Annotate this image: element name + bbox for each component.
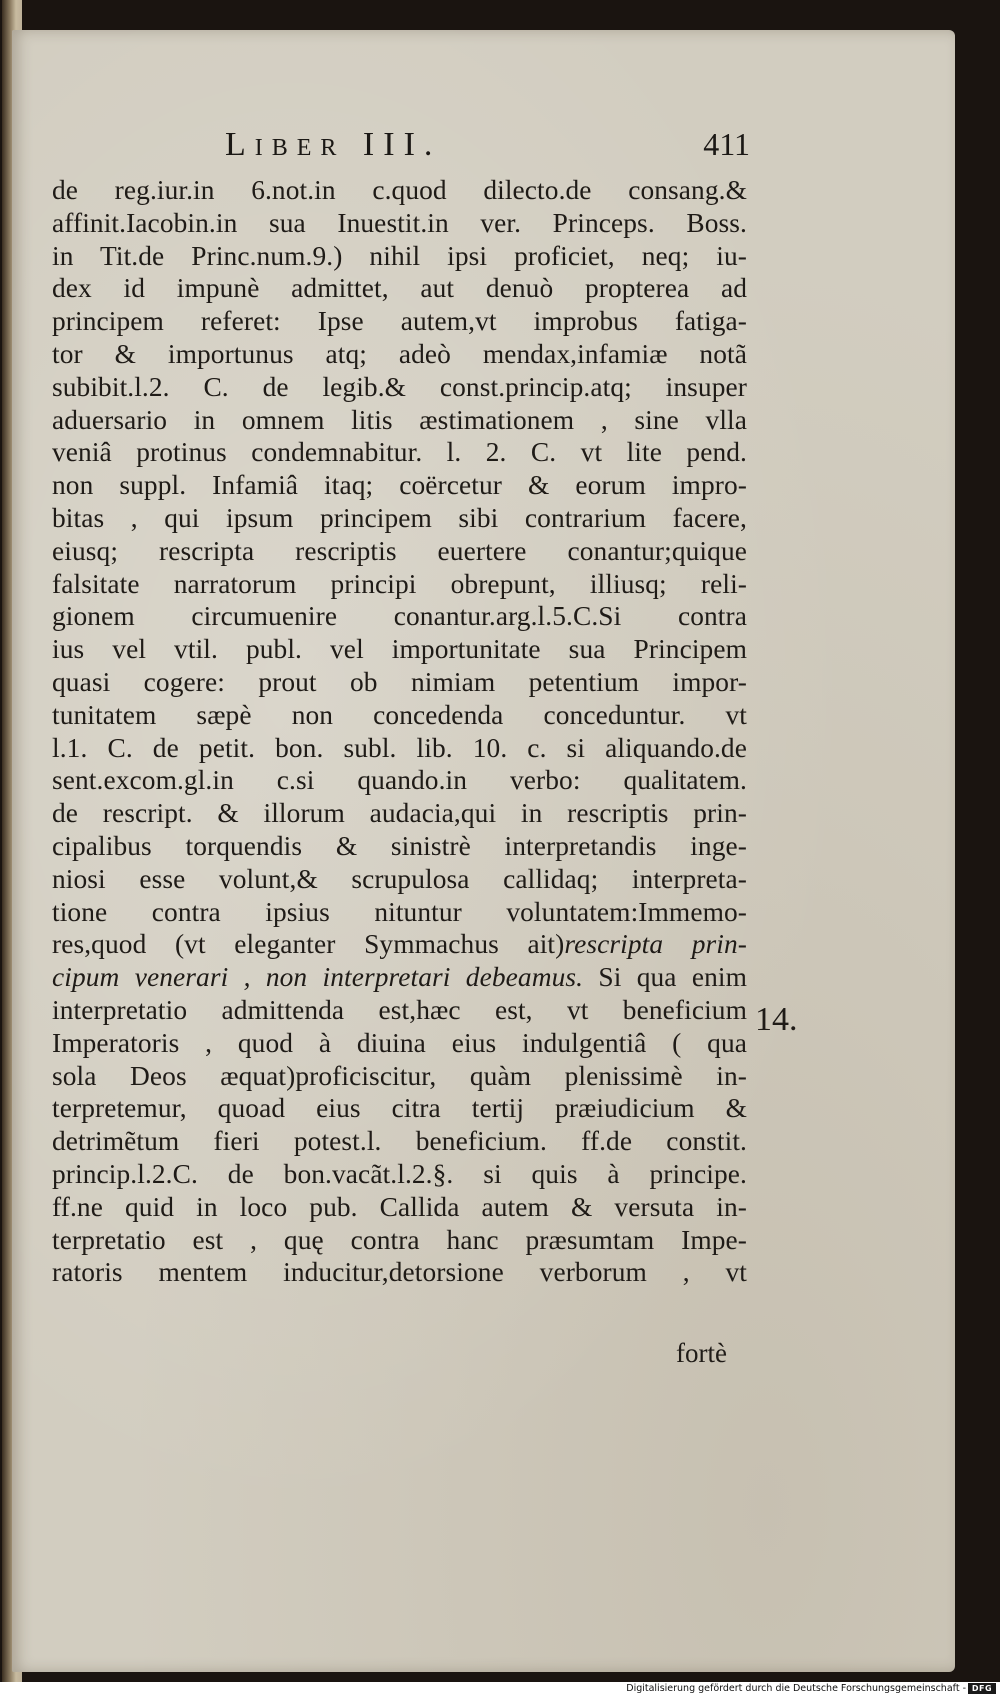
text-line: sent.excom.gl.in c.si quando.in verbo: qualitatem. (52, 765, 747, 796)
page-header (225, 126, 750, 170)
text-line: ff.ne quid in loco pub. Callida autem & versuta in- (52, 1191, 747, 1222)
text-line: bitas , qui ipsum principem sibi contrarium facere, (52, 502, 747, 533)
text-line: sola Deos æquat)proficiscitur, quàm plenissimè in- (52, 1060, 747, 1091)
text-line: affinit.Iacobin.in sua Inuestit.in ver. Princeps. Boss. (52, 207, 747, 238)
text-line: terpretatio est , quę contra hanc præsumtam Impe- (52, 1224, 747, 1255)
text-line: subibit.l.2. C. de legib.& const.princip.atq; insuper (52, 371, 747, 402)
text-line: aduersario in omnem litis æstimationem , sine vlla (52, 404, 747, 435)
text-line: de rescript. & illorum audacia,qui in rescriptis prin- (52, 798, 747, 829)
margin-note-number: 14. (755, 1001, 798, 1038)
text-line: principem referet: Ipse autem,vt improbus fatiga- (52, 306, 747, 337)
text-line: dex id impunè admittet, aut denuò propterea ad (52, 273, 747, 304)
page-number: 411 (703, 126, 750, 162)
text-line: quasi cogere: prout ob nimiam petentium impor- (52, 666, 747, 697)
text-line: detrimẽtum fieri potest.l. beneficium. ff.de constit. (52, 1126, 747, 1157)
running-head: Liber III. (225, 126, 442, 163)
text-line: princip.l.2.C. de bon.vacãt.l.2.§. si quis à principe. (52, 1158, 747, 1189)
text-line: tione contra ipsius nituntur voluntatem:Immemo- (52, 896, 747, 927)
text-line: Imperatoris , quod à diuina eius indulgentiâ ( qua (52, 1027, 747, 1058)
catchword: fortè (676, 1338, 727, 1368)
text-line: tunitatem sæpè non concedenda conceduntur. vt (52, 699, 747, 730)
digitization-credit: Digitalisierung gefördert durch die Deutsche Forschungsgemeinschaft - (626, 1683, 966, 1694)
text-line: interpretatio admittenda est,hæc est, vt beneficium (52, 994, 747, 1025)
text-line: l.1. C. de petit. bon. subl. lib. 10. c. si aliquando.de (52, 732, 747, 763)
text-segment: Si qua enim (583, 962, 747, 993)
text-line: de reg.iur.in 6.not.in c.quod dilecto.de consang.& (52, 175, 747, 205)
italic-quote: rescripta prin- (564, 929, 747, 960)
italic-quote: cipum venerari , non interpretari debeamus. (52, 962, 584, 993)
text-line: eiusq; rescripta rescriptis euertere conantur;quique (52, 535, 747, 566)
body-text (52, 174, 747, 1289)
text-line-mixed (52, 928, 747, 961)
text-line-mixed (52, 961, 747, 994)
text-line: cipalibus torquendis & sinistrè interpretandis inge- (52, 830, 747, 861)
dfg-logo: DFG (968, 1683, 996, 1694)
text-line: niosi esse volunt,& scrupulosa callidaq; interpreta- (52, 863, 747, 894)
text-line: veniâ protinus condemnabitur. l. 2. C. vt lite pend. (52, 437, 747, 468)
text-line: gionem circumuenire conantur.arg.l.5.C.Si contra (52, 601, 747, 632)
text-line: falsitate narratorum principi obrepunt, illiusq; reli- (52, 568, 747, 599)
text-line: in Tit.de Princ.num.9.) nihil ipsi proficiet, neq; iu- (52, 240, 747, 271)
text-line: non suppl. Infamiâ itaq; coërcetur & eorum impro- (52, 470, 747, 501)
text-line: ratoris mentem inducitur,detorsione verborum , vt (52, 1257, 747, 1288)
text-line: tor & importunus atq; adeò mendax,infamiæ notã (52, 338, 747, 369)
text-line: terpretemur, quoad eius citra tertij præiudicium & (52, 1093, 747, 1124)
text-line: ius vel vtil. publ. vel importunitate sua Principem (52, 634, 747, 665)
text-segment: res,quod (vt eleganter Symmachus ait) (52, 929, 565, 960)
